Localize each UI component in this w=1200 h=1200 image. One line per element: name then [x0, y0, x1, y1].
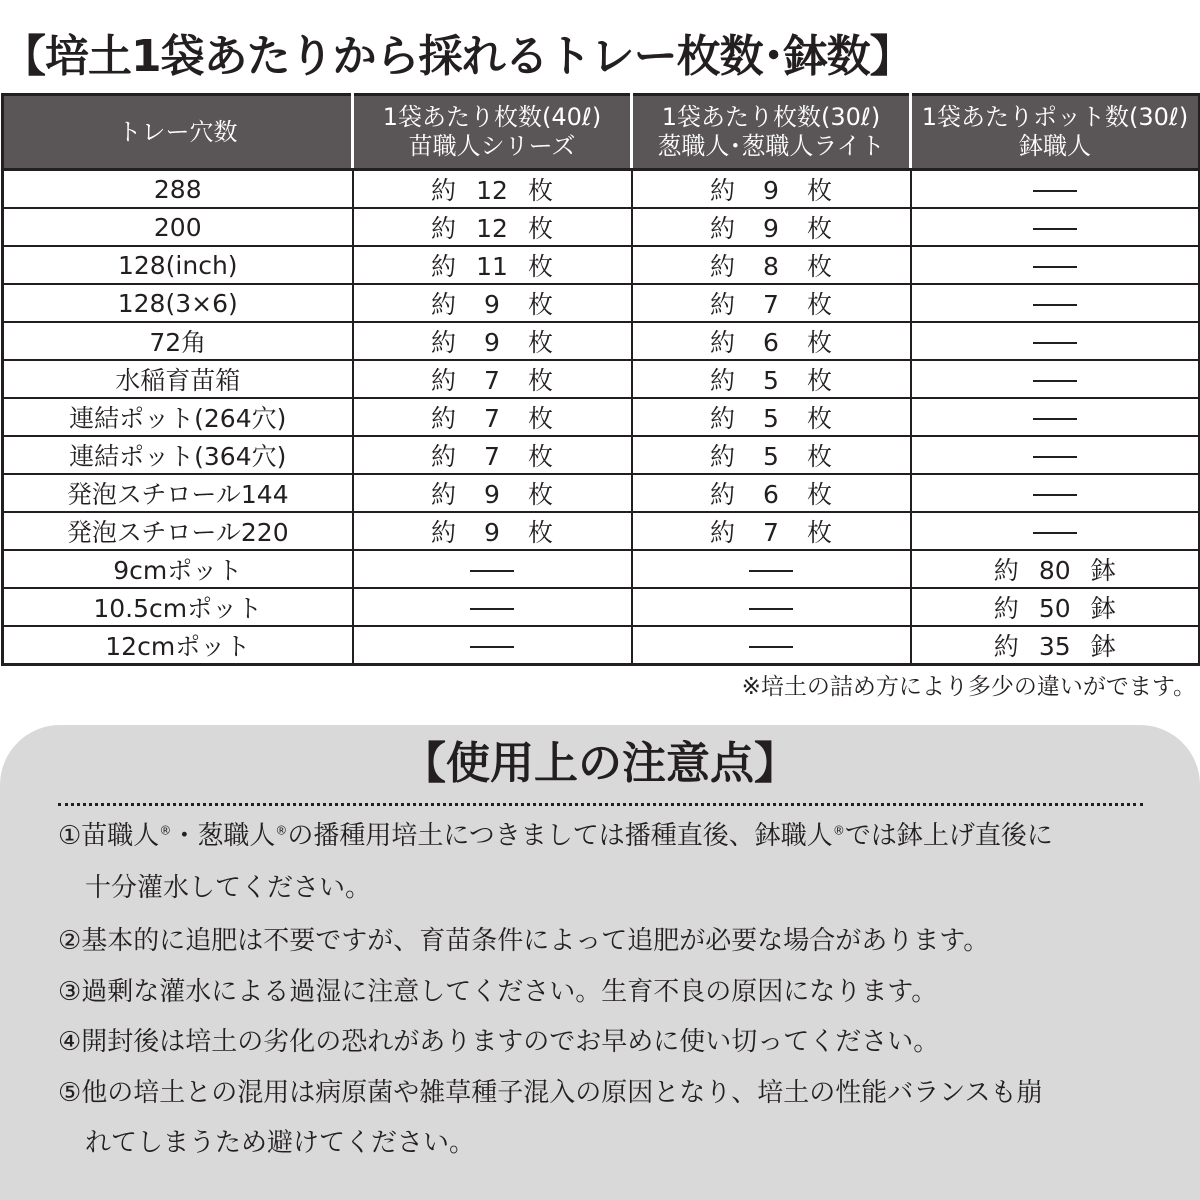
count-suf: 枚	[528, 328, 554, 357]
dash-mark	[1033, 266, 1077, 268]
count-num: 8	[763, 252, 779, 281]
count-pre: 約	[430, 404, 456, 433]
count-num: 80	[1038, 556, 1071, 585]
not-applicable-cell	[353, 550, 632, 588]
tray-type-cell: 9cmポット	[3, 550, 353, 588]
not-applicable-cell	[353, 588, 632, 626]
count-pre: 約	[709, 176, 735, 205]
count-suf: 枚	[528, 366, 554, 395]
not-applicable-cell	[632, 550, 911, 588]
dash-mark	[1033, 494, 1077, 496]
note-1-continued: 十分灌水してください。	[85, 873, 372, 903]
tray-type-cell: 72角	[3, 322, 353, 360]
count-pre: 約	[993, 556, 1019, 585]
count-num: 7	[484, 442, 500, 471]
dash-mark	[1033, 304, 1077, 306]
count-pre: 約	[709, 518, 735, 547]
count-num: 11	[476, 252, 508, 281]
count-pre: 約	[709, 328, 735, 357]
dash-mark	[470, 646, 514, 648]
not-applicable-cell	[632, 626, 911, 665]
table-row	[3, 588, 1200, 626]
dash-mark	[1033, 228, 1077, 230]
count-cell	[632, 474, 911, 512]
dash-mark	[749, 570, 793, 572]
not-applicable-cell	[911, 208, 1200, 246]
count-pre: 約	[709, 480, 735, 509]
dash-mark	[749, 608, 793, 610]
count-num: 9	[484, 518, 500, 547]
tray-type-cell: 連結ポット(264穴)	[3, 398, 353, 436]
count-suf: 枚	[528, 442, 554, 471]
header-naeshokunin: 1袋あたり枚数(40ℓ) 苗職人シリーズ	[353, 95, 632, 170]
count-suf: 枚	[807, 404, 833, 433]
count-cell	[632, 360, 911, 398]
count-pre: 約	[709, 214, 735, 243]
count-pre: 約	[709, 252, 735, 281]
count-cell	[632, 322, 911, 360]
tray-type-cell: 水稲育苗箱	[3, 360, 353, 398]
dash-mark	[749, 646, 793, 648]
count-suf: 枚	[807, 290, 833, 319]
count-num: 6	[763, 480, 779, 509]
count-suf: 枚	[528, 290, 554, 319]
count-suf: 枚	[528, 518, 554, 547]
table-row	[3, 436, 1200, 474]
table-body	[3, 170, 1200, 665]
count-pre: 約	[430, 328, 456, 357]
count-suf: 枚	[807, 176, 833, 205]
count-num: 5	[763, 366, 779, 395]
count-pre: 約	[993, 594, 1019, 623]
count-cell	[911, 626, 1200, 665]
count-cell	[353, 512, 632, 550]
count-cell	[632, 436, 911, 474]
page-title: 【培土1袋あたりから採れるトレー枚数･鉢数】	[2, 31, 913, 82]
count-num: 9	[763, 176, 779, 205]
not-applicable-cell	[911, 170, 1200, 209]
count-suf: 鉢	[1090, 556, 1116, 585]
count-suf: 枚	[807, 328, 833, 357]
tray-type-cell: 連結ポット(364穴)	[3, 436, 353, 474]
header-negishokunin: 1袋あたり枚数(30ℓ) 葱職人･葱職人ライト	[632, 95, 911, 170]
dash-mark	[1033, 456, 1077, 458]
tray-type-cell: 200	[3, 208, 353, 246]
count-num: 7	[484, 404, 500, 433]
count-suf: 枚	[528, 252, 554, 281]
table-row	[3, 398, 1200, 436]
table-row	[3, 246, 1200, 284]
count-suf: 枚	[528, 404, 554, 433]
count-suf: 枚	[528, 480, 554, 509]
not-applicable-cell	[911, 284, 1200, 322]
table-row	[3, 474, 1200, 512]
table-row	[3, 322, 1200, 360]
count-cell	[911, 550, 1200, 588]
count-suf: 枚	[807, 442, 833, 471]
count-suf: 枚	[807, 252, 833, 281]
note-1: ①苗職人®・葱職人®の播種用培土につきましては播種直後、鉢職人®では鉢上げ直後に	[58, 821, 1053, 851]
note-4: ④開封後は培土の劣化の恐れがありますのでお早めに使い切ってください。	[58, 1027, 940, 1057]
count-suf: 鉢	[1090, 594, 1116, 623]
count-pre: 約	[993, 632, 1019, 661]
count-pre: 約	[430, 176, 456, 205]
count-num: 12	[476, 214, 508, 243]
count-num: 6	[763, 328, 779, 357]
header-tray-holes: トレー穴数	[3, 95, 353, 170]
dash-mark	[1033, 190, 1077, 192]
count-cell	[353, 360, 632, 398]
cautions-title: 【使用上の注意点】	[402, 738, 798, 789]
tray-count-table	[1, 93, 1200, 666]
tray-type-cell: 288	[3, 170, 353, 209]
count-pre: 約	[430, 442, 456, 471]
count-suf: 枚	[528, 176, 554, 205]
registered-mark: ®	[275, 823, 288, 838]
table-row	[3, 284, 1200, 322]
count-pre: 約	[709, 366, 735, 395]
count-cell	[632, 170, 911, 209]
count-suf: 鉢	[1090, 632, 1116, 661]
registered-mark: ®	[159, 823, 172, 838]
note-5: ⑤他の培土との混用は病原菌や雑草種子混入の原因となり、培土の性能バランスも崩	[58, 1078, 1043, 1108]
table-header-row	[3, 95, 1200, 170]
count-num: 12	[476, 176, 508, 205]
count-num: 7	[763, 290, 779, 319]
note-2: ②基本的に追肥は不要ですが、育苗条件によって追肥が必要な場合があります。	[58, 926, 990, 956]
count-suf: 枚	[528, 214, 554, 243]
table-row	[3, 170, 1200, 209]
count-suf: 枚	[807, 518, 833, 547]
table-row	[3, 550, 1200, 588]
count-pre: 約	[709, 442, 735, 471]
count-pre: 約	[430, 290, 456, 319]
count-num: 7	[484, 366, 500, 395]
table-row	[3, 360, 1200, 398]
footnote: ※培土の詰め方により多少の違いがでます。	[741, 674, 1196, 700]
count-num: 9	[484, 290, 500, 319]
count-num: 9	[484, 480, 500, 509]
count-num: 5	[763, 442, 779, 471]
count-suf: 枚	[807, 366, 833, 395]
not-applicable-cell	[911, 474, 1200, 512]
not-applicable-cell	[911, 398, 1200, 436]
table-row	[3, 512, 1200, 550]
tray-type-cell: 12cmポット	[3, 626, 353, 665]
not-applicable-cell	[911, 360, 1200, 398]
count-num: 9	[763, 214, 779, 243]
count-cell	[353, 398, 632, 436]
count-cell	[632, 284, 911, 322]
registered-mark: ®	[832, 823, 845, 838]
count-pre: 約	[430, 214, 456, 243]
not-applicable-cell	[353, 626, 632, 665]
count-cell	[353, 170, 632, 209]
note-5-continued: れてしまうため避けてください。	[85, 1128, 476, 1158]
count-pre: 約	[709, 290, 735, 319]
table-row	[3, 626, 1200, 665]
count-cell	[353, 474, 632, 512]
tray-type-cell: 128(inch)	[3, 246, 353, 284]
count-pre: 約	[430, 252, 456, 281]
table-row	[3, 208, 1200, 246]
count-pre: 約	[430, 366, 456, 395]
tray-type-cell: 発泡スチロール220	[3, 512, 353, 550]
count-cell	[632, 208, 911, 246]
dotted-divider	[58, 803, 1143, 806]
count-num: 7	[763, 518, 779, 547]
tray-type-cell: 発泡スチロール144	[3, 474, 353, 512]
count-cell	[353, 284, 632, 322]
count-suf: 枚	[807, 214, 833, 243]
note-3: ③過剰な灌水による過湿に注意してください。生育不良の原因になります。	[58, 977, 938, 1007]
count-num: 35	[1038, 632, 1071, 661]
count-pre: 約	[430, 518, 456, 547]
dash-mark	[470, 608, 514, 610]
tray-type-cell: 10.5cmポット	[3, 588, 353, 626]
count-cell	[632, 512, 911, 550]
dash-mark	[470, 570, 514, 572]
count-num: 9	[484, 328, 500, 357]
count-cell	[353, 436, 632, 474]
dash-mark	[1033, 418, 1077, 420]
tray-type-cell: 128(3×6)	[3, 284, 353, 322]
count-num: 50	[1038, 594, 1071, 623]
not-applicable-cell	[911, 512, 1200, 550]
dash-mark	[1033, 532, 1077, 534]
not-applicable-cell	[632, 588, 911, 626]
not-applicable-cell	[911, 436, 1200, 474]
count-cell	[632, 246, 911, 284]
dash-mark	[1033, 380, 1077, 382]
count-cell	[911, 588, 1200, 626]
count-pre: 約	[709, 404, 735, 433]
count-pre: 約	[430, 480, 456, 509]
not-applicable-cell	[911, 322, 1200, 360]
dash-mark	[1033, 342, 1077, 344]
count-suf: 枚	[807, 480, 833, 509]
count-cell	[353, 246, 632, 284]
count-cell	[353, 322, 632, 360]
header-hachishokunin: 1袋あたりポット数(30ℓ) 鉢職人	[911, 95, 1200, 170]
count-num: 5	[763, 404, 779, 433]
not-applicable-cell	[911, 246, 1200, 284]
count-cell	[353, 208, 632, 246]
count-cell	[632, 398, 911, 436]
